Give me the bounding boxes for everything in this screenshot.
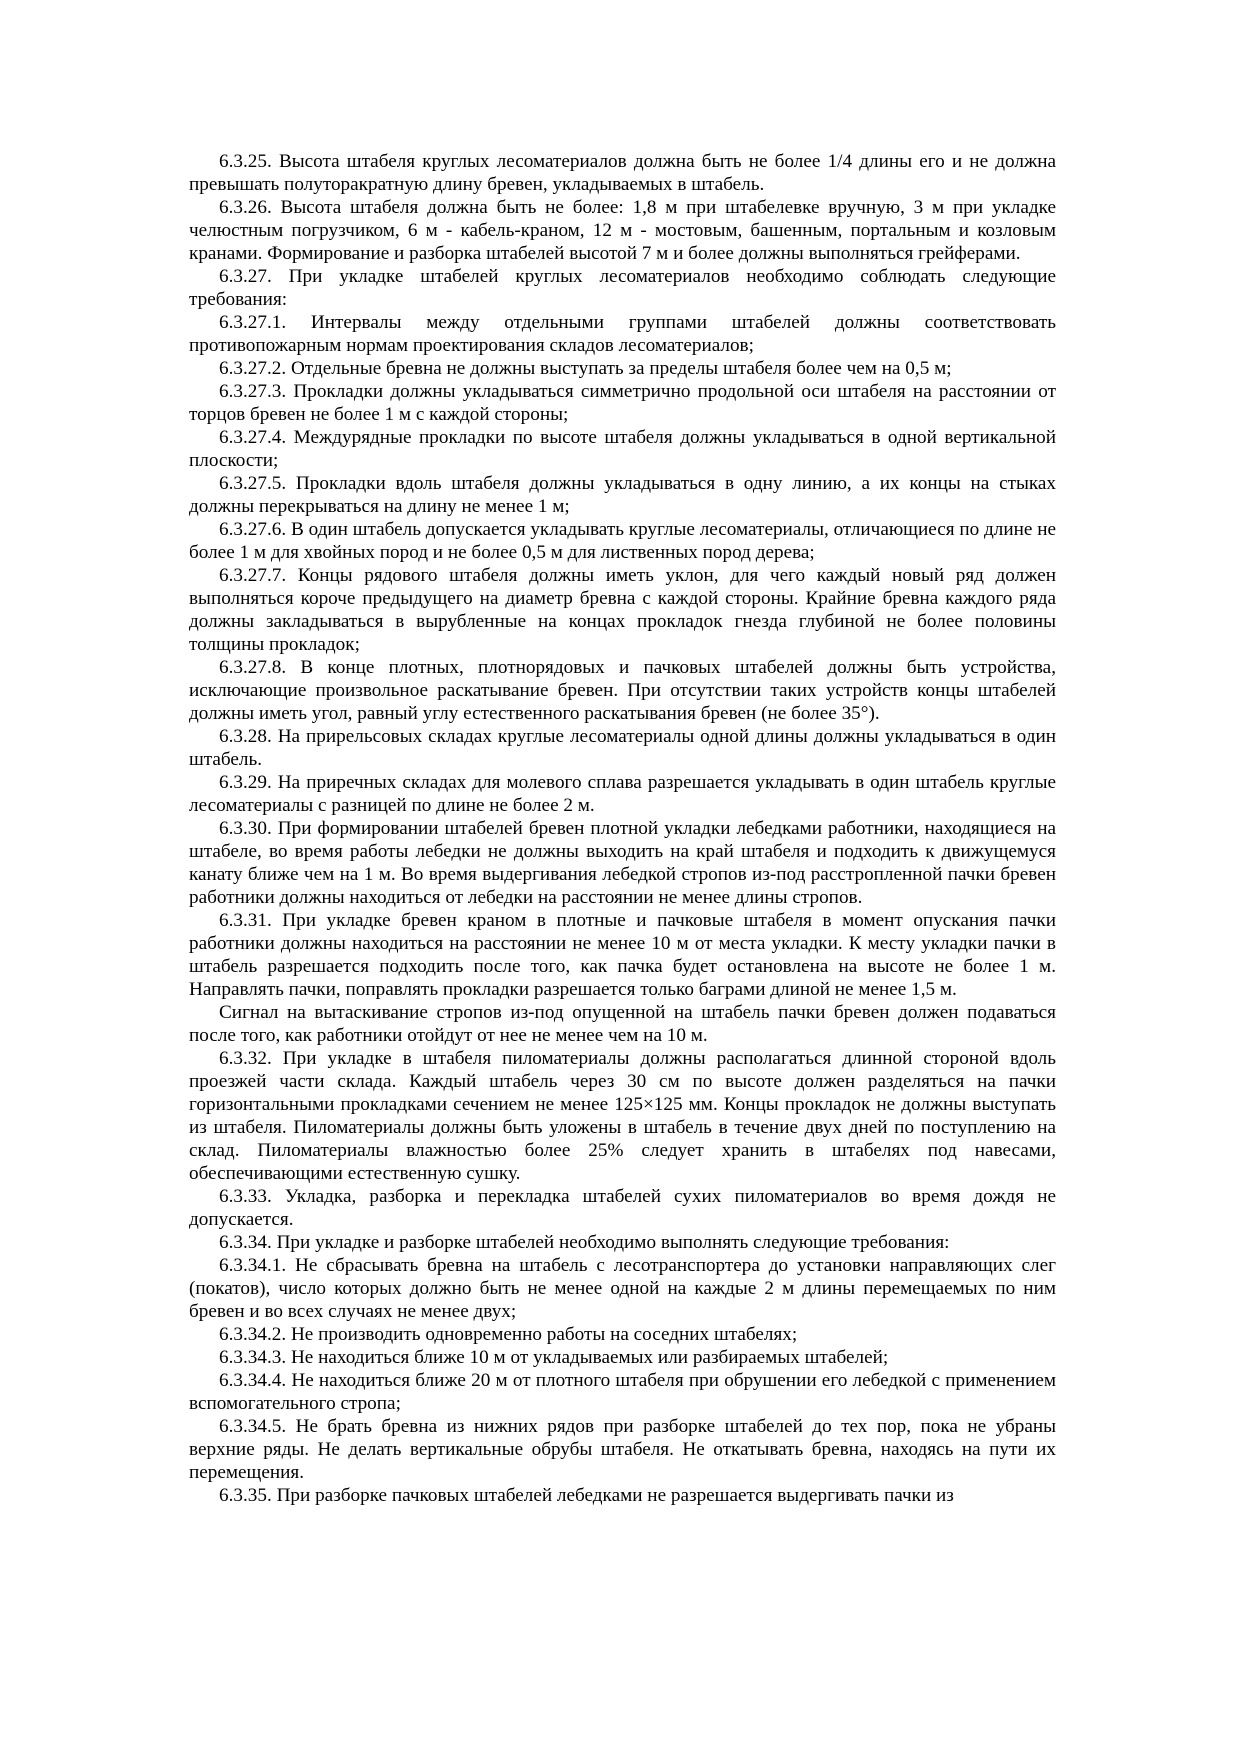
paragraph-6-3-27-2: 6.3.27.2. Отдельные бревна не должны выступать за пределы штабеля более чем на 0,5 м;: [219, 358, 952, 379]
paragraph-6-3-27-6: 6.3.27.6. В один штабель допускается укладывать круглые лесоматериалы, отличающиеся по длине не более 1 м для хвойных пород и не более 0,5 м для лиственных пород дерева;: [189, 519, 1056, 563]
paragraph-6-3-34-2: 6.3.34.2. Не производить одновременно работы на соседних штабелях;: [219, 1324, 798, 1345]
paragraph-6-3-27-5: 6.3.27.5. Прокладки вдоль штабеля должны укладываться в одну линию, а их концы на стыках должны перекрываться на длину не менее 1 м;: [189, 473, 1056, 517]
paragraph-6-3-30: 6.3.30. При формировании штабелей бревен плотной укладки лебедками работники, находящиеся на штабеле, во время работы лебедки не должны выходить на край штабеля и подходить к движущемуся канату ближе чем на 1 м. Во время выдергивания лебедкой стропов из-под расстропленной пачки бревен работники должны находиться от лебедки на расстоянии не менее длины стропов.: [189, 818, 1056, 908]
paragraph-6-3-29: 6.3.29. На приречных складах для молевого сплава разрешается укладывать в один штабель круглые лесоматериалы с разницей по длине не более 2 м.: [189, 772, 1056, 816]
paragraph-6-3-32: 6.3.32. При укладке в штабеля пиломатериалы должны располагаться длинной стороной вдоль проезжей части склада. Каждый штабель через 30 см по высоте должен разделяться на пачки горизонтальными прокладками сечением не менее 125×125 мм. Концы прокладок не должны выступать из штабеля. Пиломатериалы должны быть уложены в штабель в течение двух дней по поступлению на склад. Пиломатериалы влажностью более 25% следует хранить в штабелях под навесами, обеспечивающими естественную сушку.: [189, 1048, 1056, 1184]
paragraph-6-3-27-3: 6.3.27.3. Прокладки должны укладываться симметрично продольной оси штабеля на расстоянии от торцов бревен не более 1 м с каждой стороны;: [189, 381, 1056, 425]
paragraph-6-3-34-4: 6.3.34.4. Не находиться ближе 20 м от плотного штабеля при обрушении его лебедкой с применением вспомогательного стропа;: [189, 1370, 1056, 1414]
paragraph-6-3-34-1: 6.3.34.1. Не сбрасывать бревна на штабель с лесотранспортера до установки направляющих слег (покатов), число которых должно быть не менее одной на каждые 2 м длины перемещаемых по ним бревен и во всех случаях не менее двух;: [189, 1255, 1056, 1322]
document-text: [189, 150, 1056, 1507]
paragraph-6-3-27-1: 6.3.27.1. Интервалы между отдельными группами штабелей должны соответствовать противопожарным нормам проектирования складов лесоматериалов;: [189, 312, 1056, 356]
paragraph-6-3-35: 6.3.35. При разборке пачковых штабелей лебедками не разрешается выдергивать пачки из: [219, 1485, 954, 1506]
paragraph-6-3-31: 6.3.31. При укладке бревен краном в плотные и пачковые штабеля в момент опускания пачки работники должны находиться на расстоянии не менее 10 м от места укладки. К месту укладки пачки в штабель разрешается подходить после того, как пачка будет остановлена на высоте не более 1 м. Направлять пачки, поправлять прокладки разрешается только баграми длиной не менее 1,5 м.: [189, 910, 1056, 1000]
paragraph-6-3-34-3: 6.3.34.3. Не находиться ближе 10 м от укладываемых или разбираемых штабелей;: [219, 1347, 889, 1368]
paragraph-6-3-27-7: 6.3.27.7. Концы рядового штабеля должны иметь уклон, для чего каждый новый ряд должен выполняться короче предыдущего на диаметр бревна с каждой стороны. Крайние бревна каждого ряда должны закладываться в вырубленные на концах прокладок гнезда глубиной не более половины толщины прокладок;: [189, 565, 1056, 655]
paragraph-6-3-34: 6.3.34. При укладке и разборке штабелей необходимо выполнять следующие требования:: [219, 1232, 950, 1253]
paragraph-6-3-28: 6.3.28. На прирельсовых складах круглые лесоматериалы одной длины должны укладываться в один штабель.: [189, 726, 1056, 770]
paragraph-6-3-26: 6.3.26. Высота штабеля должна быть не более: 1,8 м при штабелевке вручную, 3 м при укладке челюстным погрузчиком, 6 м - кабель-краном, 12 м - мостовым, башенным, портальным и козловым кранами. Формирование и разборка штабелей высотой 7 м и более должны выполняться грейферами.: [189, 197, 1056, 264]
paragraph-6-3-27-4: 6.3.27.4. Междурядные прокладки по высоте штабеля должны укладываться в одной вертикальной плоскости;: [189, 427, 1056, 471]
paragraph-6-3-33: 6.3.33. Укладка, разборка и перекладка штабелей сухих пиломатериалов во время дождя не допускается.: [189, 1186, 1056, 1230]
paragraph-6-3-34-5: 6.3.34.5. Не брать бревна из нижних рядов при разборке штабелей до тех пор, пока не убраны верхние ряды. Не делать вертикальные обрубы штабеля. Не откатывать бревна, находясь на пути их перемещения.: [189, 1416, 1056, 1483]
paragraph-signal: Сигнал на вытаскивание стропов из-под опущенной на штабель пачки бревен должен подаваться после того, как работники отойдут от нее не менее чем на 10 м.: [189, 1002, 1056, 1046]
paragraph-6-3-25: 6.3.25. Высота штабеля круглых лесоматериалов должна быть не более 1/4 длины его и не должна превышать полуторакратную длину бревен, укладываемых в штабель.: [189, 151, 1056, 195]
paragraph-6-3-27: 6.3.27. При укладке штабелей круглых лесоматериалов необходимо соблюдать следующие требования:: [189, 266, 1056, 310]
paragraph-6-3-27-8: 6.3.27.8. В конце плотных, плотнорядовых и пачковых штабелей должны быть устройства, исключающие произвольное раскатывание бревен. При отсутствии таких устройств концы штабелей должны иметь угол, равный углу естественного раскатывания бревен (не более 35°).: [189, 657, 1056, 724]
